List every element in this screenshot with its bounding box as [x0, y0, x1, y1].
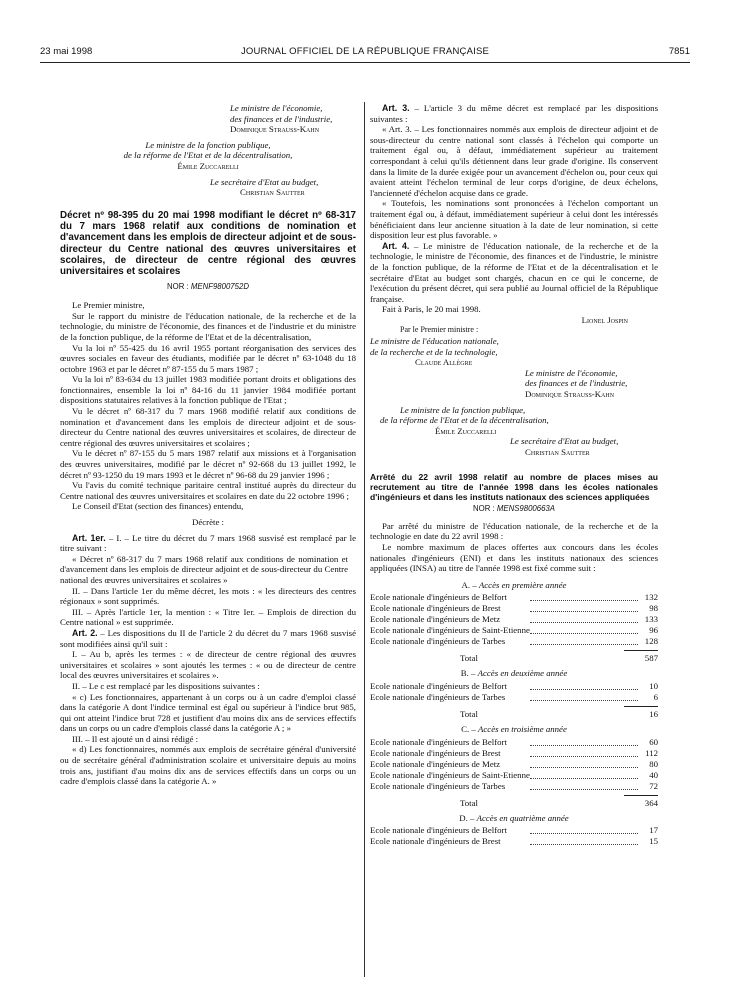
places-count: 40 — [649, 769, 658, 780]
section-heading — [370, 580, 658, 591]
section-title: Accès en deuxième année — [477, 668, 568, 679]
paragraph: « c) Les fonctionnaires, appartenant à un corps ou à un cadre d'emploi classé dans la catégorie A dont l'indice terminal est égal ou supérieur à l'indice brut 985, qui ont atteint l'indice brut 728 et justifient d'au moins dix ans de services effectifs dans un corps ou un cadre d'emplois classé dans la catégorie A ; » — [60, 691, 356, 734]
places-count: 133 — [644, 614, 658, 625]
paragraph: Le Premier ministre, — [72, 300, 145, 311]
places-table — [370, 580, 658, 847]
article-label: Art. 4. — [382, 240, 410, 251]
places-count: 96 — [649, 625, 658, 636]
nor-value: MENS9800663A — [496, 504, 555, 514]
signature-title-line: Le secrétaire d'Etat au budget, — [510, 436, 619, 447]
signature-title-line: des finances et de l'industrie, — [525, 378, 628, 389]
section-heading — [370, 668, 658, 679]
total-rule — [624, 706, 658, 707]
section-letter: C. – — [461, 723, 476, 734]
paragraph: « d) Les fonctionnaires, nommés aux emplois de secrétaire général d'université ou de secrétaire général d'administration scolaire et universitaire depuis au moins trois ans, justifiant d'au moins dix ans de services effectifs dans un corps ou un cadre d'emplois classé dans la catégorie A. » — [60, 744, 356, 787]
dot-leader — [530, 692, 638, 701]
dot-leader — [530, 636, 638, 645]
arrete-title: Arrêté du 22 avril 1998 relatif au nombre de places mises au recrutement au titre de l'année 1998 dans les écoles nationales d'ingénieurs et dans les instituts nationaux des sciences appliquées — [370, 471, 658, 502]
places-count: 80 — [649, 758, 658, 769]
nor-value: MENF9800752D — [190, 281, 249, 291]
signature-name: Dominique Strauss-Kahn — [525, 389, 615, 400]
article-3 — [370, 103, 658, 124]
header-journal-title: JOURNAL OFFICIEL DE LA RÉPUBLIQUE FRANÇAISE — [240, 46, 490, 57]
quoted-title: « Décret nº 68-317 du 7 mars 1968 relatif aux conditions de nomination et d'avancement dans les emplois de directeur adjoint et de sous-directeur du Centre national des œuvres universitaires et scolaires » — [60, 553, 348, 585]
section-letter: D. – — [459, 812, 475, 823]
article-text: – Le ministre de l'éducation nationale, de la recherche et de la technologie, le ministre de l'économie, des finances et de l'industrie, le ministre de la fonction publique, de la réforme de l'Etat et de la décentralisation et le secrétaire d'Etat au budget sont chargés, chacun en ce qui le concerne, de l'exécution du présent décret, qui sera publié au Journal officiel de la République française. — [370, 240, 658, 304]
total-label: Total — [460, 653, 478, 664]
school-name: Ecole nationale d'ingénieurs de Belfort — [370, 680, 507, 691]
nor-reference — [370, 504, 658, 515]
places-count: 128 — [644, 636, 658, 647]
signature-title-line: Le ministre de la fonction publique, — [145, 139, 271, 150]
signature-block-education — [370, 336, 658, 368]
article-4 — [370, 241, 658, 305]
signature-title-line: de la réforme de l'Etat et de la décentralisation, — [123, 150, 293, 161]
article-label: Art. 2. — [72, 627, 98, 638]
school-name: Ecole nationale d'ingénieurs de Tarbes — [370, 636, 506, 647]
nor-label: NOR : — [473, 504, 495, 514]
signature-title-line: Le ministre de la fonction publique, — [400, 404, 526, 415]
page-header — [40, 46, 690, 60]
header-page-number: 7851 — [668, 46, 690, 57]
places-count: 10 — [649, 680, 658, 691]
dot-leader — [530, 836, 638, 845]
signature-name: Dominique Strauss-Kahn — [230, 124, 320, 135]
dot-leader — [530, 770, 638, 779]
school-name: Ecole nationale d'ingénieurs de Brest — [370, 747, 501, 758]
paragraph: Vu la loi nº 55-425 du 16 avril 1955 portant réorganisation des services des œuvres sociales en faveur des étudiants, modifiée par le décret nº 63-1048 du 18 octobre 1963 et par le décret nº 87-155 du 5 mars 1987 ; — [60, 342, 356, 374]
prime-minister-name: Lionel Jospin — [581, 314, 628, 325]
school-name: Ecole nationale d'ingénieurs de Belfort — [370, 736, 507, 747]
total-value: 16 — [649, 708, 658, 719]
paragraph: I. – Au b, après les termes : « de directeur de centre régional des œuvres universitaires et scolaires » sont ajoutés les termes : « ou de directeur de centre local des œuvres universitaires et scolaires ». — [60, 649, 356, 681]
article-text: – L'article 3 du même décret est remplacé par les dispositions suivantes : — [370, 103, 659, 124]
signature-block-public-service — [60, 140, 356, 172]
signature-title-line: de la réforme de l'Etat et de la décentralisation, — [380, 415, 549, 426]
signature-block-budget — [370, 436, 658, 457]
signature-title-line: des finances et de l'industrie, — [230, 113, 333, 124]
signature-block-budget — [60, 177, 356, 198]
table-row — [370, 759, 658, 770]
signature-title-line: de la recherche et de la technologie, — [370, 346, 498, 357]
places-count: 132 — [644, 592, 658, 603]
article-label: Art. 3. — [382, 103, 410, 113]
table-row — [370, 737, 658, 748]
article-text: – Les dispositions du II de l'article 2 du décret du 7 mars 1968 susvisé sont modifiées ainsi qu'il suit : — [60, 627, 356, 649]
signature-block-public-service — [370, 405, 658, 437]
article-2 — [60, 628, 356, 649]
section-title: Accès en quatrième année — [476, 812, 569, 823]
dot-leader — [530, 759, 638, 768]
nor-reference — [60, 282, 356, 293]
section-title: Accès en première année — [478, 579, 567, 590]
left-column — [60, 103, 356, 787]
article-label: Art. 1er. — [72, 532, 106, 543]
dot-leader — [530, 603, 638, 612]
by-prime-minister: Par le Premier ministre : — [400, 325, 479, 335]
section-letter: B. – — [460, 668, 476, 679]
paragraph: Le nombre maximum de places offertes aux concours dans les écoles nationales d'ingénieurs (ENI) et dans les instituts nationaux des sciences appliquées (INSA) au titre de l'année 1998 est fixé comme suit : — [370, 541, 658, 574]
school-name: Ecole nationale d'ingénieurs de Metz — [370, 614, 501, 625]
signature-title-line: Le secrétaire d'Etat au budget, — [210, 176, 319, 187]
places-count: 17 — [649, 825, 658, 836]
paragraph: « Toutefois, les nominations sont prononcées à l'échelon comportant un traitement égal ou, à défaut, immédiatement supérieur à celui dont les intéressés bénéficiaient dans leur ancienne situation à la date de leur nomination, si cette disposition leur est plus favorable. » — [370, 198, 658, 241]
signature-block-economy — [60, 103, 356, 135]
section-letter: A. – — [461, 579, 477, 590]
section-heading — [370, 813, 658, 824]
article-text: – I. – Le titre du décret du 7 mars 1968 susvisé est remplacé par le titre suivant : — [60, 532, 357, 554]
dot-leader — [530, 748, 638, 757]
school-name: Ecole nationale d'ingénieurs de Tarbes — [370, 691, 506, 702]
signature-name: Christian Sautter — [525, 447, 590, 457]
table-row — [370, 748, 658, 759]
table-row — [370, 836, 658, 847]
places-count: 112 — [645, 747, 658, 758]
total-value: 587 — [644, 653, 658, 664]
right-column — [370, 103, 658, 847]
paragraph: Sur le rapport du ministre de l'éducation nationale, de la recherche et de la technologie, du ministre de l'économie, des finances et de l'industrie et du ministre de la fonction publique, de la réforme de l'Etat et de la décentralisation, — [60, 310, 356, 342]
places-count: 15 — [649, 836, 658, 847]
total-row — [370, 706, 658, 718]
school-name: Ecole nationale d'ingénieurs de Saint-Etienne — [370, 625, 530, 636]
school-name: Ecole nationale d'ingénieurs de Belfort — [370, 592, 507, 603]
signature-block-economy — [370, 368, 658, 400]
table-row — [370, 636, 658, 647]
header-rule — [40, 62, 690, 63]
dot-leader — [530, 625, 638, 634]
signature-name: Christian Sautter — [240, 187, 305, 198]
paragraph: III. – Il est ajouté un d ainsi rédigé : — [72, 733, 199, 744]
paragraph: II. – Dans l'article 1er du même décret, les mots : « les directeurs des centres régionaux » sont supprimés. — [60, 585, 356, 607]
paragraph: Vu la loi nº 83-634 du 13 juillet 1983 modifiée portant droits et obligations des fonctionnaires, ensemble la loi nº 84-16 du 11 janvier 1984 modifiée portant dispositions statutaires relatives à la fonction publique de l'Etat ; — [60, 374, 356, 406]
table-row — [370, 625, 658, 636]
signature-name: Émile Zuccarelli — [435, 425, 497, 436]
section-heading — [370, 724, 658, 735]
school-name: Ecole nationale d'ingénieurs de Saint-Etienne — [370, 769, 530, 780]
paragraph: Vu le décret nº 68-317 du 7 mars 1968 modifié relatif aux conditions de nomination et d'avancement dans les emplois de directeur adjoint et de sous-directeur du Centre national des œuvres universitaires et scolaires, de directeur de centre régional des œuvres universitaires et scolaires ; — [60, 406, 356, 448]
total-value: 364 — [644, 797, 658, 808]
total-row — [370, 795, 658, 807]
total-rule — [624, 650, 658, 651]
paragraph: III. – Après l'article 1er, la mention : « Titre Ier. – Emplois de direction du Centre national » est supprimée. — [60, 606, 356, 628]
place-date: Fait à Paris, le 20 mai 1998. — [382, 304, 481, 315]
paragraph: Par arrêté du ministre de l'éducation nationale, de la recherche et de la technologie en date du 22 avril 1998 : — [370, 520, 658, 542]
signature-title-line: Le ministre de l'économie, — [230, 103, 323, 113]
places-count: 72 — [649, 780, 658, 791]
school-name: Ecole nationale d'ingénieurs de Tarbes — [370, 780, 506, 791]
total-rule — [624, 795, 658, 796]
dot-leader — [530, 592, 638, 601]
paragraph: Vu l'avis du comité technique paritaire central institué auprès du directeur du Centre national des œuvres universitaires et scolaires en date du 22 octobre 1996 ; — [60, 480, 356, 501]
dot-leader — [530, 681, 638, 690]
table-row — [370, 681, 658, 692]
dot-leader — [530, 614, 638, 623]
dot-leader — [530, 781, 638, 790]
total-label: Total — [460, 797, 478, 808]
header-date: 23 mai 1998 — [40, 46, 93, 57]
decree-title: Décret nº 98-395 du 20 mai 1998 modifiant le décret nº 68-317 du 7 mars 1968 relatif aux conditions de nomination et d'avancement dans les emplois de directeur adjoint et de sous-directeur du Centre national des œuvres universitaires et scolaires, de directeur de centre régional des œuvres universitaires et scolaires — [60, 209, 356, 278]
school-name: Ecole nationale d'ingénieurs de Brest — [370, 603, 501, 614]
table-row — [370, 825, 658, 836]
places-count: 6 — [653, 691, 658, 702]
nor-label: NOR : — [167, 281, 189, 291]
table-row — [370, 614, 658, 625]
article-1 — [60, 533, 356, 554]
places-count: 98 — [649, 603, 658, 614]
paragraph: II. – Le c est remplacé par les dispositions suivantes : — [72, 680, 260, 691]
decrete-heading: Décrète : — [192, 517, 224, 527]
signature-title-line: Le ministre de l'éducation nationale, — [370, 336, 499, 347]
table-row — [370, 592, 658, 603]
table-row — [370, 781, 658, 792]
paragraph: « Art. 3. – Les fonctionnaires nommés aux emplois de directeur adjoint et de sous-directeur du centre national sont classés à l'échelon qui comporte un traitement égal ou, à défaut, immédiatement supérieur au traitement correspondant à celui qu'ils détiennent dans leur grade d'origine. Ils conservent dans la limite de la durée exigée pour un avancement d'échelon ou, pour ceux qui avaient atteint l'échelon terminal de leur corps d'origine, de deux échelons, l'ancienneté d'échelon acquise dans ce grade. — [370, 124, 658, 198]
total-row — [370, 650, 658, 662]
paragraph: Vu le décret nº 87-155 du 5 mars 1987 relatif aux missions et à l'organisation des œuvres universitaires, modifié par le décret nº 92-668 du 13 juillet 1992, le décret nº 93-1250 du 19 mars 1993 et le décret nº 96-68 du 29 janvier 1996 ; — [60, 448, 356, 480]
table-row — [370, 603, 658, 614]
signature-name: Émile Zuccarelli — [177, 160, 239, 171]
signature-name: Claude Allègre — [415, 357, 473, 368]
table-row — [370, 770, 658, 781]
signature-title-line: Le ministre de l'économie, — [525, 367, 618, 378]
school-name: Ecole nationale d'ingénieurs de Metz — [370, 758, 501, 769]
section-title: Accès en troisième année — [478, 723, 567, 734]
paragraph: Le Conseil d'Etat (section des finances) entendu, — [72, 501, 244, 512]
school-name: Ecole nationale d'ingénieurs de Brest — [370, 836, 501, 847]
dot-leader — [530, 825, 638, 834]
table-row — [370, 692, 658, 703]
total-label: Total — [460, 708, 478, 719]
places-count: 60 — [649, 736, 658, 747]
column-divider — [364, 102, 365, 977]
dot-leader — [530, 737, 638, 746]
school-name: Ecole nationale d'ingénieurs de Belfort — [370, 825, 507, 836]
